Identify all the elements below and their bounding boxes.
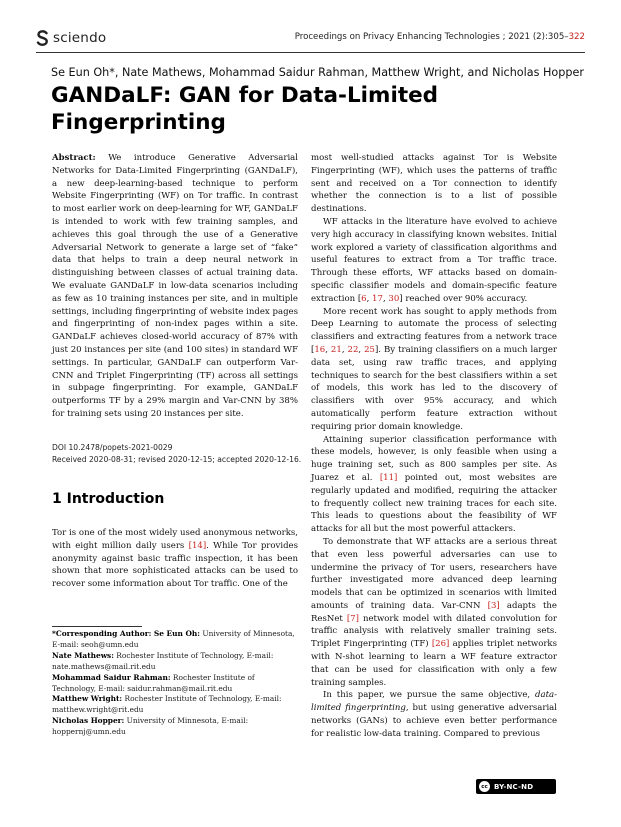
citation-link[interactable]: 21 [330, 344, 342, 355]
body-text: More recent work has sought to apply methods from Deep Learning to automate the process of selecting classifiers and extracting features from a network trace [ [311, 306, 557, 355]
citation-link[interactable]: 16 [314, 344, 326, 355]
footnote-affiliation: University of Minnesota, E-mail: seoh@umn.edu [52, 629, 295, 649]
body-text: Attaining superior classification performance with these models, however, is only feasible when using a huge training set, such as 800 samples per site. As Juarez et al. [311, 434, 557, 483]
footnote-affiliation: Rochester Institute of Technology, E-mail: matthew.wright@rit.edu [52, 694, 282, 715]
publisher-logo [36, 30, 106, 46]
footnote-item [52, 694, 298, 716]
journal-text: Proceedings on Privacy Enhancing Technologies ; 2021 (2):305– [294, 32, 569, 42]
body-paragraph: WF attacks in the literature have evolved to achieve very high accuracy in classifying known websites. Initial work explored a variety of classification algorithms and useful features to extract from a Tor traffic trace. Through these efforts, WF attacks based on domain-specific classifier models and domain-specific feature extraction [6, 17, 30] reached over 90% accuracy. [311, 216, 557, 304]
doi[interactable]: DOI 10.2478/popets-2021-0029 [52, 443, 173, 452]
introduction-paragraph-1 [52, 527, 298, 591]
body-text: pointed out, most websites are regularly updated and modified, requiring the attacker to frequently collect new training traces for each site. This leads to questions about the feasibility of WF attacks for all but the most powerful attackers. [311, 472, 557, 535]
body-text: , but using generative adversarial networks (GANs) to achieve even better performance for realistic low-data training. Compared to previous [311, 703, 558, 739]
footnote-affiliation: Rochester Institute of Technology, E-mail: saidur.rahman@mail.rit.edu [52, 672, 255, 693]
body-text: WF attacks in the literature have evolved to achieve very high accuracy in classifying known websites. Initial work explored a variety of classification algorithms and useful features to extract from a Tor traffic trace. Through these efforts, WF attacks based on domain-specific classifier models and domain-specific feature extraction [ [311, 216, 557, 304]
body-paragraph: More recent work has sought to apply methods from Deep Learning to automate the process of selecting classifiers and extracting features from a network trace [16, 21, 22, 25]. By training classifiers on a much larger data set, using raw traffic traces, and applying techniques to search for the best classifiers within a set of models, this work has led to the discovery of classifiers with over 95% accuracy, and which automatically perform feature extraction without requiring prior domain knowledge. [311, 306, 557, 432]
abstract-label: Abstract: [52, 153, 96, 163]
emphasis-text: data-limited fingerprinting [311, 690, 557, 714]
section-heading-introduction: 1 Introduction [52, 491, 165, 507]
page-header [36, 30, 585, 52]
citation-link[interactable]: [3] [487, 600, 500, 611]
citation-link[interactable]: [7] [346, 613, 359, 624]
body-text: To demonstrate that WF attacks are a serious threat that even less powerful adversaries can use to undermine the privacy of Tor users, researchers have further investigated more advanced deep learning models that can be optimized in scenarios with limited amounts of training data. Var-CNN [311, 536, 557, 611]
header-rule [36, 52, 585, 53]
intro-text: Tor is one of the most widely used anonymous networks, with eight million daily users [52, 528, 298, 551]
footnote-item [52, 651, 298, 673]
body-text: ] reached over 90% accuracy. [399, 293, 528, 304]
article-metadata [52, 442, 301, 465]
right-column-body [311, 152, 557, 741]
footnote-author: *Corresponding Author: Se Eun Oh: [52, 629, 201, 638]
citation-link[interactable]: [26] [431, 639, 450, 650]
footnote-item [52, 716, 298, 738]
footnote-item [52, 673, 298, 695]
author-list: Se Eun Oh*, Nate Mathews, Mohammad Saidur Rahman, Matthew Wright, and Nicholas Hopper [51, 66, 584, 79]
body-text: adapts the ResNet [311, 600, 557, 624]
citation-link[interactable]: [14] [188, 540, 207, 551]
publisher-name: sciendo [53, 30, 107, 46]
citation-link[interactable]: 22 [347, 344, 359, 355]
body-text: applies triplet networks with N-shot learning to learn a WF feature extractor that can be used for classification with only a few training samples. [311, 639, 557, 688]
citation-link[interactable]: 25 [364, 344, 375, 355]
body-text: In this paper, we pursue the same objective, [323, 690, 535, 701]
footnote-author: Mohammad Saidur Rahman: [52, 672, 171, 682]
paper-title-line-1: GANDaLF: GAN for Data-Limited [51, 83, 439, 108]
journal-last-page[interactable]: 322 [568, 32, 585, 42]
citation-link[interactable]: 6 [361, 293, 367, 304]
footnote-author: Nicholas Hopper: [52, 716, 125, 726]
cc-license-badge[interactable] [476, 779, 556, 794]
paper-title [51, 82, 571, 136]
footnote-rule [52, 626, 142, 627]
citation-link[interactable]: 17 [372, 293, 383, 304]
author-footnotes [52, 629, 298, 738]
journal-citation [295, 32, 585, 42]
footnote-item [52, 629, 298, 651]
citation-link[interactable]: 30 [388, 293, 400, 304]
body-paragraph [311, 152, 557, 216]
received-dates: Received 2020-08-31; revised 2020-12-15; accepted 2020-12-16. [52, 454, 302, 464]
paper-title-line-2: Fingerprinting [51, 110, 226, 135]
footnote-author: Nate Mathews: [52, 650, 114, 660]
body-text: ]. By training classifiers on a much larger data set, using raw traffic traces, and applying techniques to search for the best classifiers within a set of models, this work has led to the discovery of classifiers with over 95% accuracy, and which automatically perform feature extraction without requiring prior domain knowledge. [311, 344, 557, 432]
footnote-author: Matthew Wright: [52, 694, 123, 704]
abstract [52, 152, 298, 421]
body-text: most well-studied attacks against Tor is Website Fingerprinting (WF), which uses the patterns of traffic sent and received on a Tor connection to identify whether the connection is to a list of possible destinations. [311, 153, 557, 215]
abstract-text: We introduce Generative Adversarial Networks for Data-Limited Fingerprinting (GANDaLF), a new deep-learning-based technique to perform Website Fingerprinting (WF) on Tor traffic. In contrast to most earlier work on deep-learning for WF, GANDaLF is intended to work with few training samples, and achieves this goal through the use of a Generative Adversarial Network to generate a large set of “fake” data that helps to train a deep neural network in distinguishing between classes of actual training data. We evaluate GANDaLF in low-data scenarios including as few as 10 training instances per site, and in multiple settings, including fingerprinting of website index pages and fingerprinting of non-index pages within a site. GANDaLF achieves closed-world accuracy of 87% with just 20 instances per site (and 100 sites) in standard WF settings. In particular, GANDaLF can outperform Var-CNN and Triplet Fingerprinting (TF) across all settings in subpage fingerprinting. For example, GANDaLF outperforms TF by a 29% margin and Var-CNN by 38% for training sets using 20 instances per site. [52, 153, 299, 419]
creative-commons-icon: cc [479, 781, 490, 792]
citation-link[interactable]: [11] [379, 472, 398, 483]
body-paragraph [311, 536, 557, 690]
sciendo-s-icon [36, 30, 49, 46]
body-paragraph [311, 434, 557, 536]
footnote-affiliation: Rochester Institute of Technology, E-mail: nate.mathews@mail.rit.edu [52, 650, 274, 671]
footnote-affiliation: University of Minnesota, E-mail: hoppernj@umn.edu [52, 716, 249, 737]
body-text: network model with dilated convolution for traffic analysis with relatively smaller training sets. Triplet Fingerprinting (TF) [311, 613, 557, 650]
body-paragraph [311, 689, 557, 740]
license-label: BY-NC-ND [494, 782, 534, 791]
intro-text: . While Tor provides anonymity against basic traffic inspection, it has been shown that more sophisticated attacks can be used to recover some information about Tor traffic. One of the [52, 540, 298, 590]
